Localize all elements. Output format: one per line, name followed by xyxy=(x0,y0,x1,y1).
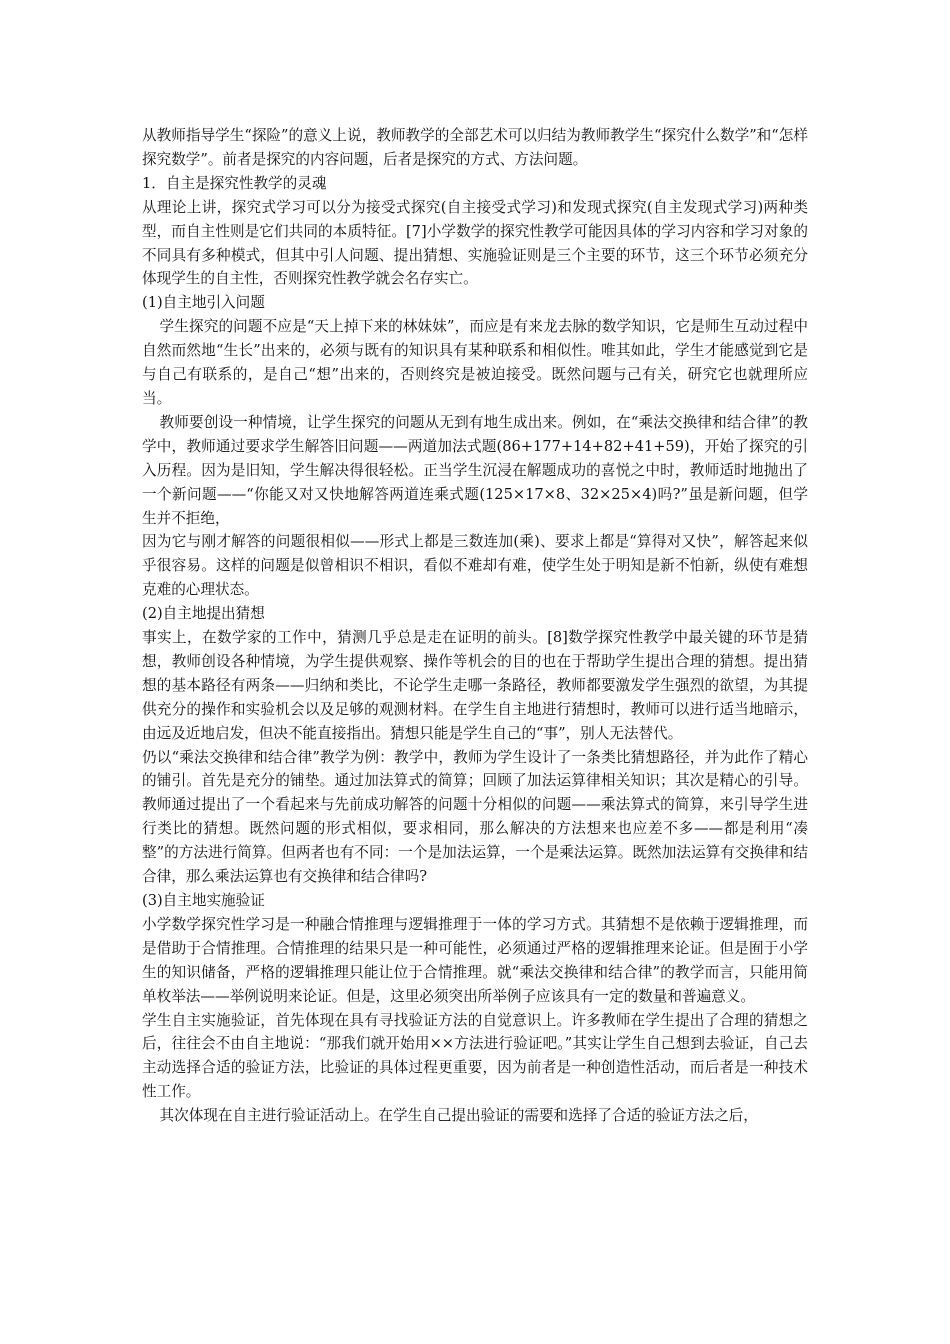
section-heading-1: 1．自主是探究性教学的灵魂 xyxy=(142,174,327,192)
subsection-heading-1: (1)自主地引入问题 xyxy=(142,294,265,312)
conjecture-paragraph-1: 事实上，在数学家的工作中，猜测几乎总是走在证明的前头。[8]数学探究性教学中最关键的环节是猜想，教师创设各种情境，为学生提供观察、操作等机会的目的也在于帮助学生提出合理的猜想。提出猜想的基本路径有两条——归纳和类比，不论学生走哪一条路径，教师都要激发学生强烈的欲望，为其提供充分的操作和实验机会以及足够的观测材料。在学生自主地进行猜想时，教师可以进行适当地暗示，由远及近地启发，但决不能直接指出。猜想只能是学生自己的“事”，别人无法替代。 xyxy=(142,629,808,742)
conjecture-paragraph-2: 仍以“乘法交换律和结合律”教学为例：教学中，教师为学生设计了一条类比猜想路径，并为此作了精心的铺引。首先是充分的铺垫。通过加法算式的简算；回顾了加法运算律相关知识；其次是精心的引导。教师通过提出了一个看起来与先前成功解答的问题十分相似的问题——乘法算式的简算，来引导学生进行类比的猜想。既然问题的形式相似，要求相同，那么解决的方法想来也应差不多——都是利用“凑整”的方法进行简算。但两者也有不同：一个是加法运算，一个是乘法运算。既然加法运算有交换律和结合律，那么乘法运算也有交换律和结合律吗? xyxy=(142,748,808,886)
problem-paragraph-2: 教师要创设一种情境，让学生探究的问题从无到有地生成出来。例如，在“乘法交换律和结合律”的教学中，教师通过要求学生解答旧问题——两道加法式题(86+177+14+82+41+59)，开始了探究的引入历程。因为是旧知，学生解决得很轻松。正当学生沉浸在解题成功的喜悦之中时，教师适时地抛出了一个新问题——“你能又对又快地解答两道连乘式题(125×17×8、32×25×4)吗?”虽是新问题，但学生并不拒绝， xyxy=(142,413,808,527)
verification-paragraph-2: 学生自主实施验证，首先体现在具有寻找验证方法的自觉意识上。许多教师在学生提出了合理的猜想之后，往往会不由自主地说：“那我们就开始用××方法进行验证吧。”其实让学生自己想到去验证，自己去主动选择合适的验证方法，比验证的具体过程更重要，因为前者是一种创造性活动，而后者是一种技术性工作。 xyxy=(142,1011,808,1101)
subsection-heading-2: (2)自主地提出猜想 xyxy=(142,605,265,623)
problem-paragraph-3: 因为它与刚才解答的问题很相似——形式上都是三数连加(乘)、要求上都是“算得对又快”，解答起来似乎很容易。这样的问题是似曾相识不相识，看似不难却有难，使学生处于明知是新不怕新，纵使有难想克难的心理状态。 xyxy=(142,533,808,599)
problem-paragraph-1: 学生探究的问题不应是“天上掉下来的林妹妹”，而应是有来龙去脉的数学知识，它是师生互动过程中自然而然地“生长”出来的，必须与既有的知识具有某种联系和相似性。唯其如此，学生才能感觉到它是与自己有联系的，是自己“想”出来的，否则终究是被迫接受。既然问题与己有关，研究它也就理所应当。 xyxy=(142,318,808,407)
intro-paragraph: 从教师指导学生“探险”的意义上说，教师教学的全部艺术可以归结为教师教学生“探究什么数学”和“怎样探究数学”。前者是探究的内容问题，后者是探究的方式、方法问题。 xyxy=(142,127,808,168)
verification-paragraph-1: 小学数学探究性学习是一种融合情推理与逻辑推理于一体的学习方式。其猜想不是依赖于逻辑推理，而是借助于合情推理。合情推理的结果只是一种可能性，必须通过严格的逻辑推理来论证。但是囿于小学生的知识储备，严格的逻辑推理只能让位于合情推理。就“乘法交换律和结合律”的教学而言，只能用简单枚举法——举例说明来论证。但是，这里必须突出所举例子应该具有一定的数量和普遍意义。 xyxy=(142,915,808,1005)
theory-paragraph: 从理论上讲，探究式学习可以分为接受式探究(自主接受式学习)和发现式探究(自主发现式学习)两种类型，而自主性则是它们共同的本质特征。[7]小学数学的探究性教学可能因具体的学习内容和学习对象的不同具有多种模式，但其中引人问题、提出猜想、实施验证则是三个主要的环节，这三个环节必须充分体现学生的自主性，否则探究性教学就会名存实亡。 xyxy=(142,198,808,288)
document-page xyxy=(142,124,808,1128)
subsection-heading-3: (3)自主地实施验证 xyxy=(142,892,265,909)
verification-paragraph-3: 其次体现在自主进行验证活动上。在学生自己提出验证的需要和选择了合适的验证方法之后， xyxy=(159,1107,758,1125)
